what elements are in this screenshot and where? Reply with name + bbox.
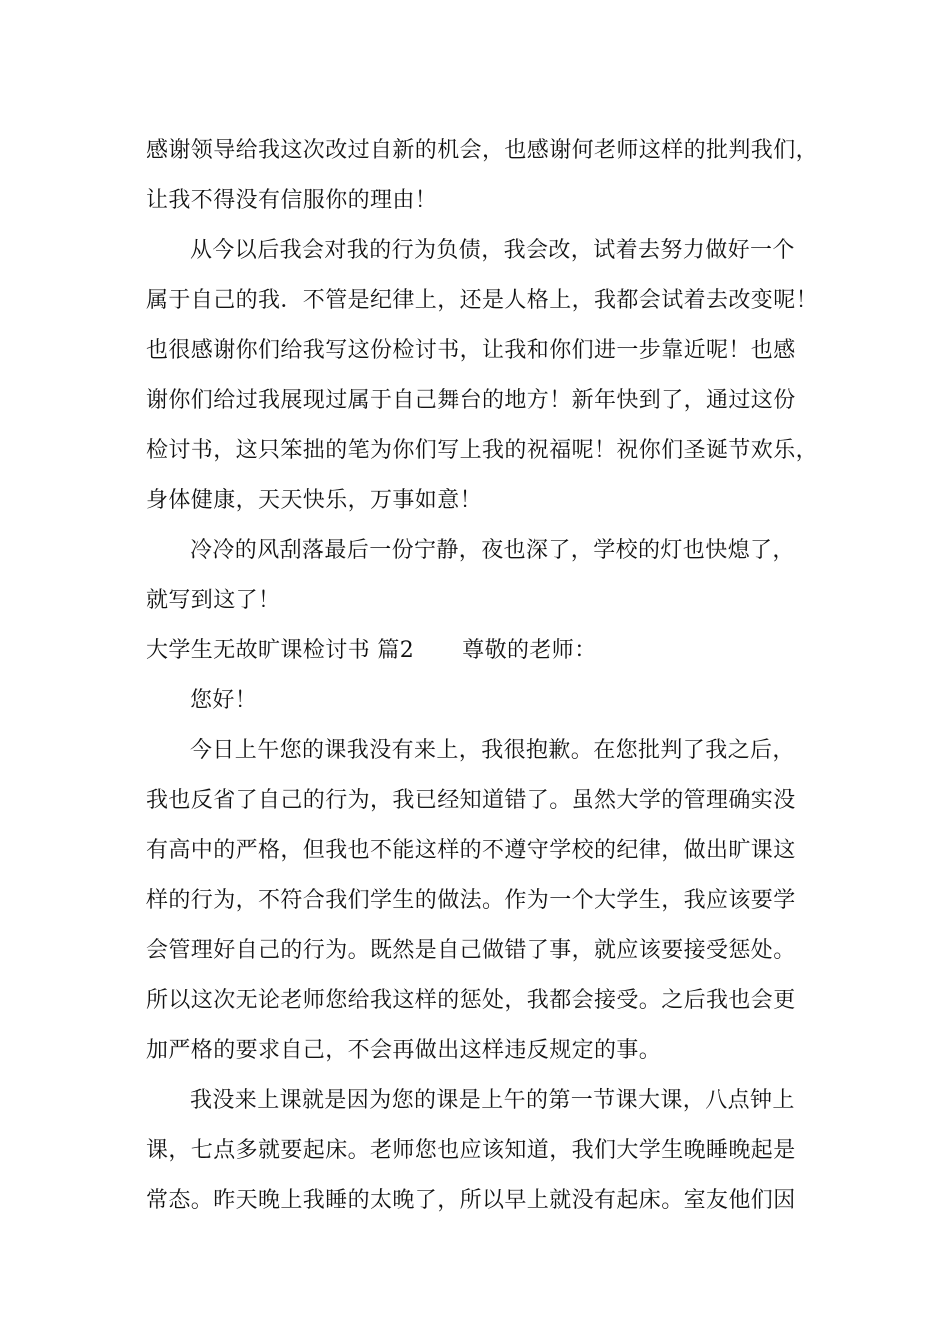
text-line: 我也反省了自己的行为，我已经知道错了。虽然大学的管理确实没: [146, 788, 796, 813]
text-line: 检讨书，这只笨拙的笔为你们写上我的祝福呢！祝你们圣诞节欢乐，: [146, 438, 819, 463]
text-line: 样的行为，不符合我们学生的做法。作为一个大学生，我应该要学: [146, 888, 796, 913]
paragraph-start: 冷冷的风刮落最后一份宁静，夜也深了，学校的灯也快熄了，: [190, 538, 795, 563]
paragraph-start: 从今以后我会对我的行为负债，我会改，试着去努力做好一个: [190, 238, 795, 263]
text-line: 属于自己的我．不管是纪律上，还是人格上，我都会试着去改变呢！: [146, 288, 819, 313]
text-line: 会管理好自己的行为。既然是自己做错了事，就应该要接受惩处。: [146, 938, 796, 963]
text-line: 谢你们给过我展现过属于自己舞台的地方！新年快到了，通过这份: [146, 388, 796, 413]
paragraph-start: 今日上午您的课我没有来上，我很抱歉。在您批判了我之后，: [190, 738, 795, 763]
paragraph-start: 我没来上课就是因为您的课是上午的第一节课大课，八点钟上: [190, 1088, 795, 1113]
text-line: 加严格的要求自己，不会再做出这样违反规定的事。: [146, 1038, 662, 1063]
text-line: 让我不得没有信服你的理由！: [146, 188, 438, 213]
text-line: 常态。昨天晚上我睡的太晚了，所以早上就没有起床。室友他们因: [146, 1188, 796, 1213]
text-line: 也很感谢你们给我写这份检讨书，让我和你们进一步靠近呢！也感: [146, 338, 796, 363]
text-line: 感谢领导给我这次改过自新的机会，也感谢何老师这样的批判我们，: [146, 138, 819, 163]
text-line: 有高中的严格，但我也不能这样的不遵守学校的纪律，做出旷课这: [146, 838, 796, 863]
salutation: 尊敬的老师：: [462, 638, 597, 663]
section-title: 大学生无故旷课检讨书 篇2: [146, 638, 415, 663]
greeting: 您好！: [190, 688, 258, 713]
section-heading: [146, 636, 597, 666]
text-line: 课，七点多就要起床。老师您也应该知道，我们大学生晚睡晚起是: [146, 1138, 796, 1163]
text-line: 身体健康，天天快乐，万事如意！: [146, 488, 483, 513]
text-line: 就写到这了！: [146, 588, 281, 613]
text-line: 所以这次无论老师您给我这样的惩处，我都会接受。之后我也会更: [146, 988, 796, 1013]
